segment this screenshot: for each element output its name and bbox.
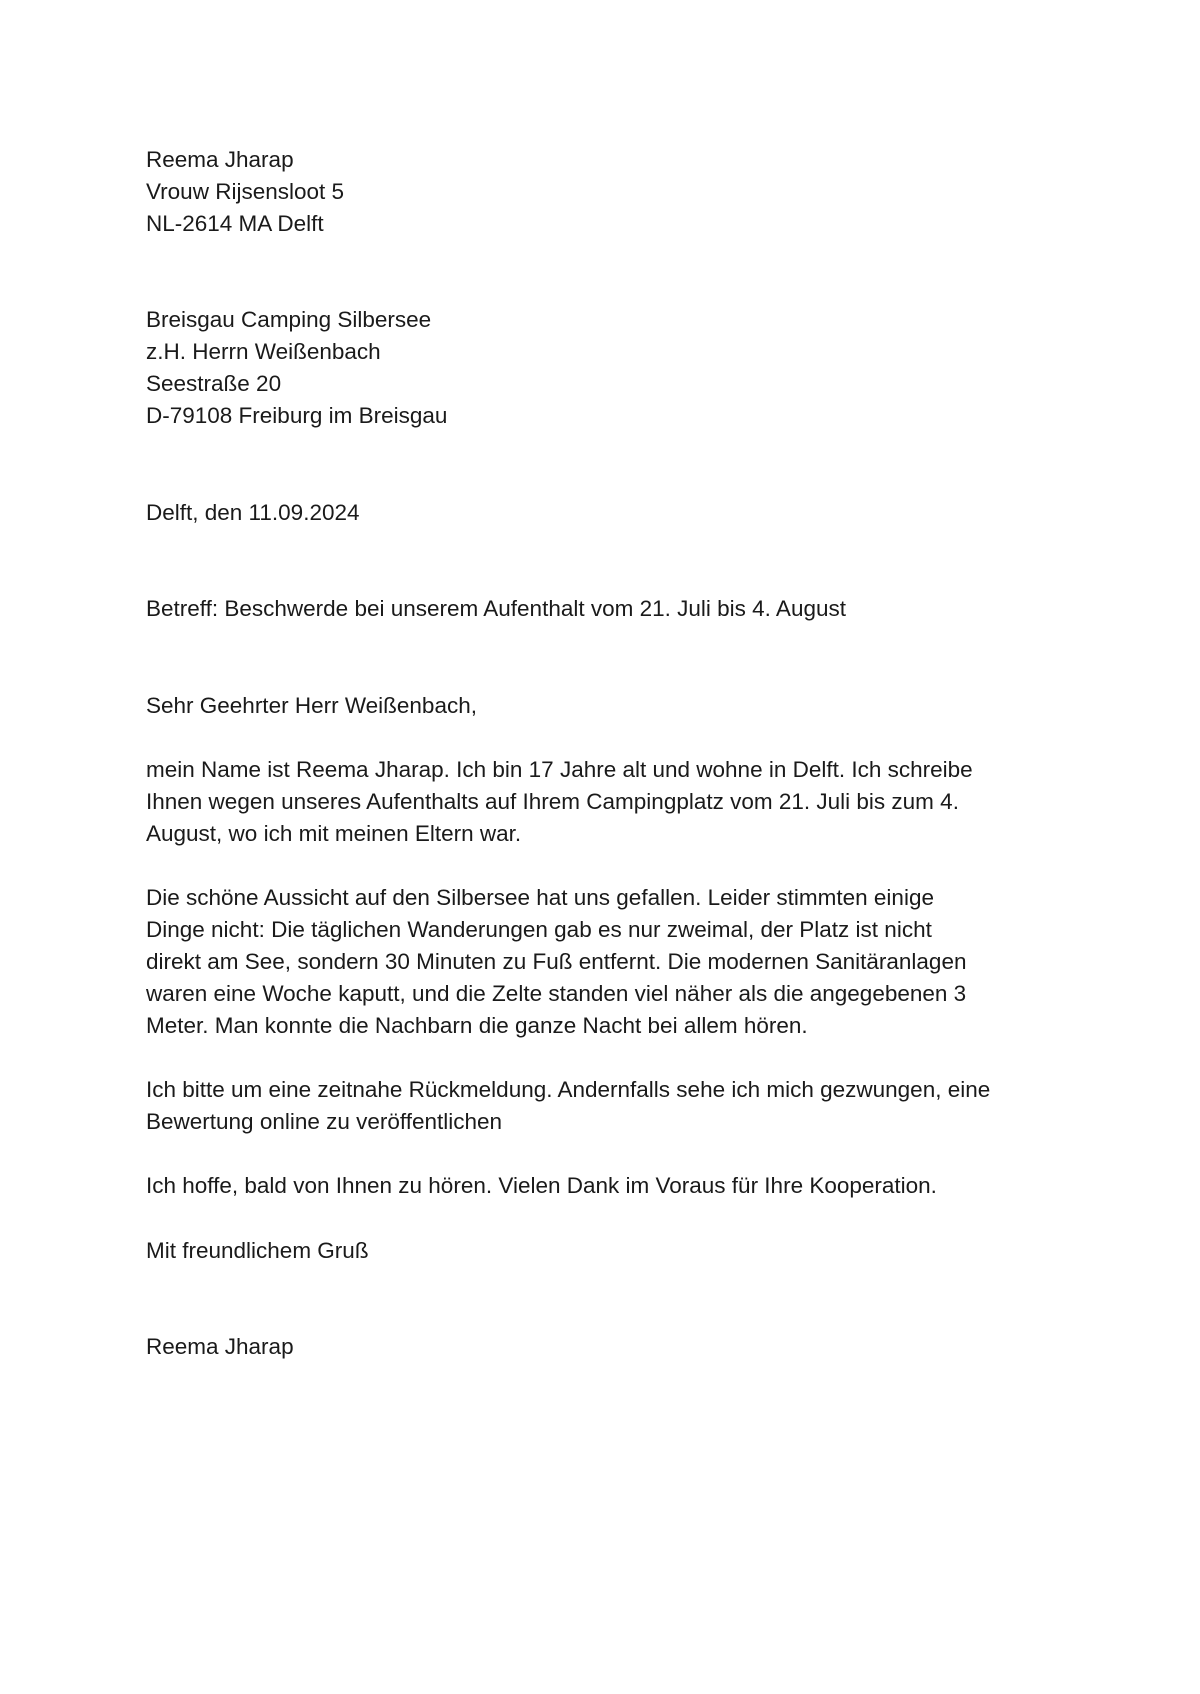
recipient-attention: z.H. Herrn Weißenbach [146, 339, 381, 364]
paragraph-3-line-2: Bewertung online zu veröffentlichen [146, 1109, 503, 1134]
letter-closing: Mit freundlichem Gruß [146, 1238, 369, 1263]
letter-signature: Reema Jharap [146, 1334, 294, 1359]
paragraph-1-line-3: August, wo ich mit meinen Eltern war. [146, 821, 522, 846]
paragraph-4-line-1: Ich hoffe, bald von Ihnen zu hören. Vielen Dank im Voraus für Ihre Kooperation. [146, 1173, 937, 1198]
paragraph-2-line-1: Die schöne Aussicht auf den Silbersee hat uns gefallen. Leider stimmten einige [146, 885, 934, 910]
paragraph-1-line-2: Ihnen wegen unseres Aufenthalts auf Ihrem Campingplatz vom 21. Juli bis zum 4. [146, 789, 959, 814]
paragraph-2-line-4: waren eine Woche kaputt, und die Zelte standen viel näher als die angegebenen 3 [146, 981, 967, 1006]
paragraph-2-line-5: Meter. Man konnte die Nachbarn die ganze Nacht bei allem hören. [146, 1013, 808, 1038]
paragraph-1-line-1: mein Name ist Reema Jharap. Ich bin 17 Jahre alt und wohne in Delft. Ich schreibe [146, 757, 973, 782]
paragraph-2-line-2: Dinge nicht: Die täglichen Wanderungen gab es nur zweimal, der Platz ist nicht [146, 917, 932, 942]
letter-subject: Betreff: Beschwerde bei unserem Aufenthalt vom 21. Juli bis 4. August [146, 596, 846, 621]
recipient-city: D-79108 Freiburg im Breisgau [146, 403, 448, 428]
recipient-company: Breisgau Camping Silbersee [146, 307, 432, 332]
sender-street: Vrouw Rijsensloot 5 [146, 179, 345, 204]
letter-salutation: Sehr Geehrter Herr Weißenbach, [146, 693, 477, 718]
sender-name: Reema Jharap [146, 147, 294, 172]
sender-city: NL-2614 MA Delft [146, 211, 324, 236]
recipient-street: Seestraße 20 [146, 371, 282, 396]
letter-date: Delft, den 11.09.2024 [146, 500, 360, 525]
paragraph-2-line-3: direkt am See, sondern 30 Minuten zu Fuß entfernt. Die modernen Sanitäranlagen [146, 949, 967, 974]
paragraph-3-line-1: Ich bitte um eine zeitnahe Rückmeldung. Andernfalls sehe ich mich gezwungen, eine [146, 1077, 991, 1102]
